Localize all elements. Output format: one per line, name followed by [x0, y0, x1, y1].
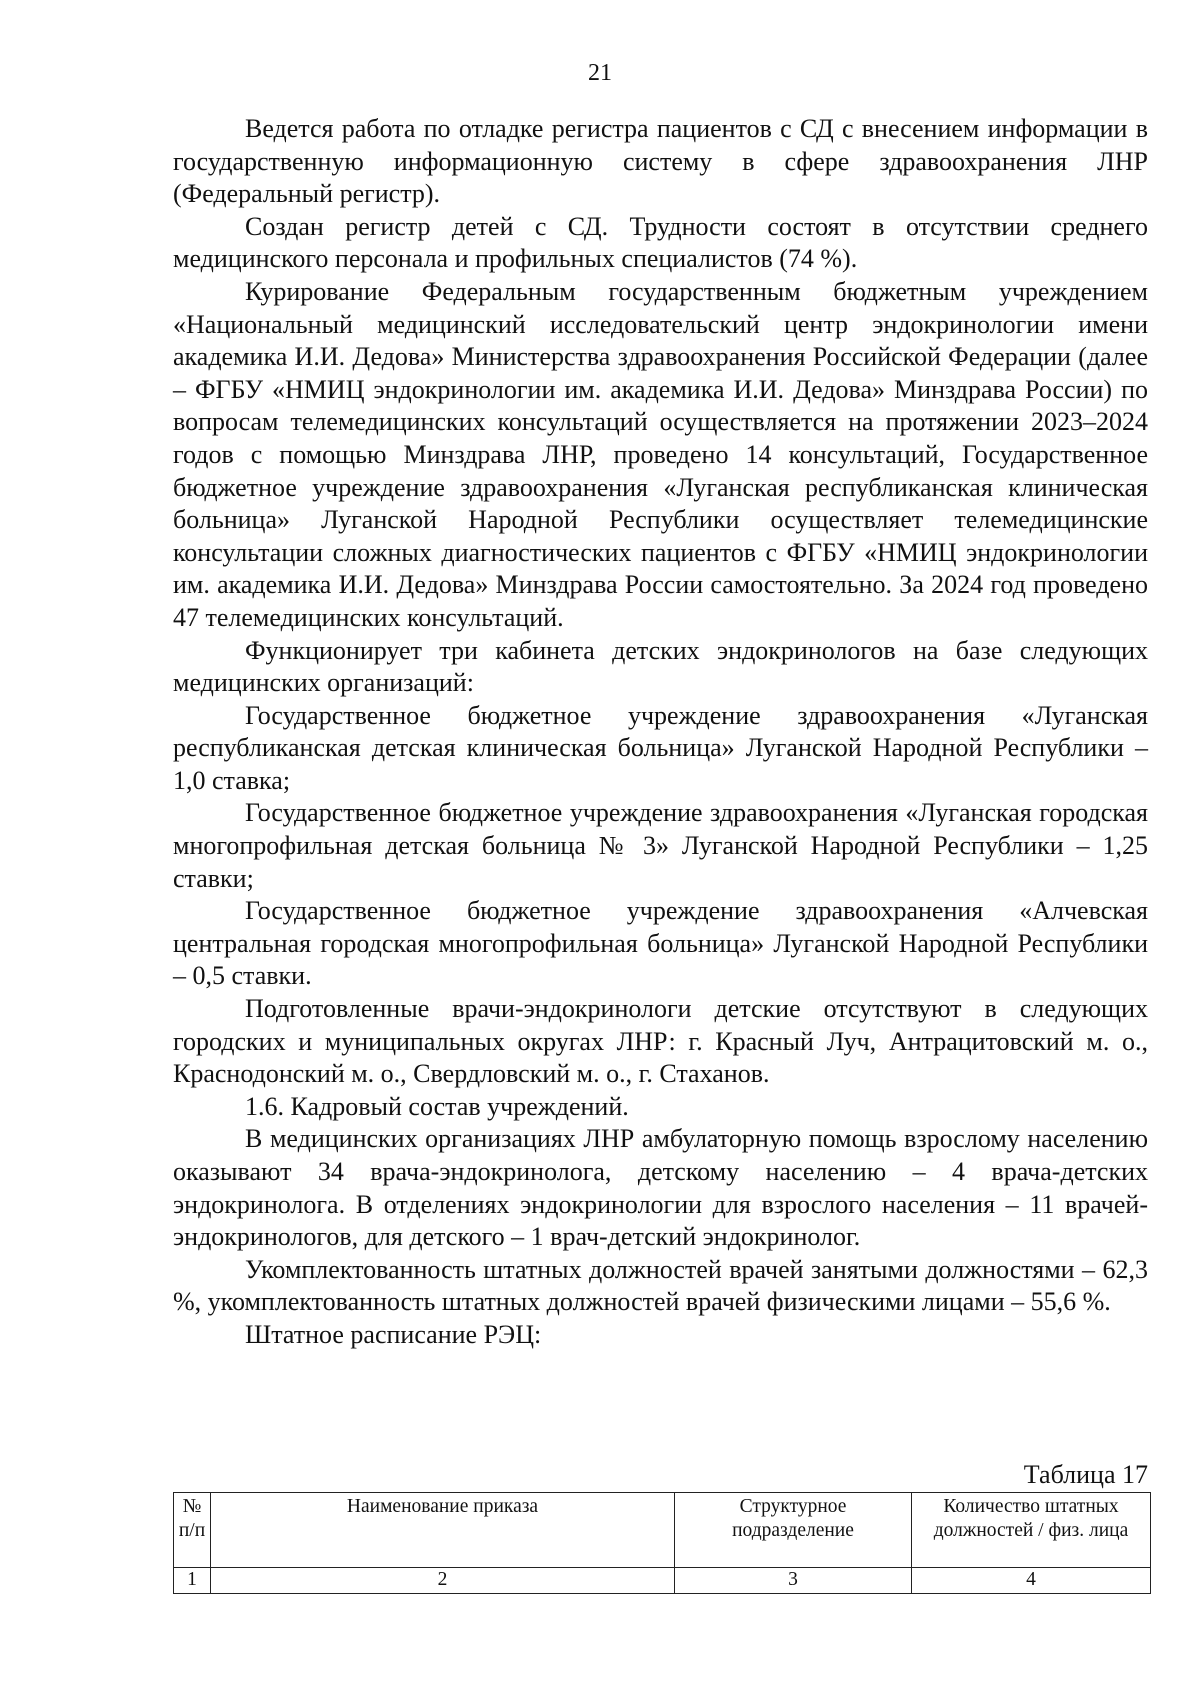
paragraph-office-lugansk-city: Государственное бюджетное учреждение здравоохранения «Луганская городская многопрофильная детская больница № 3» Луганской Народной Республики – 1,25 ставки; — [173, 798, 1148, 893]
paragraph-children-register: Создан регистр детей с СД. Трудности состоят в отсутствии среднего медицинского персонала и профильных специалистов (74 %). — [173, 211, 1148, 274]
body-text — [173, 113, 1148, 1352]
header-number: № п/п — [174, 1493, 211, 1568]
table-cell: 1 — [174, 1568, 211, 1594]
paragraph-staff-count: В медицинских организациях ЛНР амбулаторную помощь взрослому населению оказывают 34 врача-эндокринолога, детскому населению – 4 врача-детских эндокринолога. В отделениях эндокринологии для взрослого населения – 11 врачей-эндокринологов, для детского – 1 врач-детский эндокринолог. — [173, 1124, 1148, 1252]
table-caption: Таблица 17 — [1023, 1460, 1148, 1489]
paragraph-endocrinology-offices: Функционирует три кабинета детских эндокринологов на базе следующих медицинских организаций: — [173, 635, 1148, 698]
paragraph-office-alchevsk: Государственное бюджетное учреждение здравоохранения «Алчевская центральная городская многопрофильная больница» Луганской Народной Республики – 0,5 ставки. — [173, 896, 1148, 991]
table-cell: 2 — [211, 1568, 675, 1594]
page-number: 21 — [588, 60, 612, 86]
header-staff-count: Количество штатных должностей / физ. лица — [912, 1493, 1151, 1568]
header-structural-unit: Структурное подразделение — [675, 1493, 912, 1568]
paragraph-missing-specialists: Подготовленные врачи-эндокринологи детские отсутствуют в следующих городских и муниципальных округах ЛНР: г. Красный Луч, Антрацитовский м. о., Краснодонский м. о., Свердловский м. о., г. Стаханов. — [173, 994, 1148, 1089]
table-header-row — [174, 1493, 1151, 1568]
paragraph-register-debugging: Ведется работа по отладке регистра пациентов с СД с внесением информации в государственную информационную систему в сфере здравоохранения ЛНР (Федеральный регистр). — [173, 114, 1148, 209]
header-order-name: Наименование приказа — [211, 1493, 675, 1568]
table-row — [174, 1568, 1151, 1594]
paragraph-staffing-level: Укомплектованность штатных должностей врачей занятыми должностями – 62,3 %, укомплектованность штатных должностей врачей физическими лицами – 55,6 %. — [173, 1254, 1148, 1317]
section-heading: 1.6. Кадровый состав учреждений. — [245, 1091, 629, 1121]
table-cell: 4 — [912, 1568, 1151, 1594]
paragraph-office-lugansk-republican: Государственное бюджетное учреждение здравоохранения «Луганская республиканская детская клиническая больница» Луганской Народной Республики – 1,0 ставка; — [173, 700, 1148, 795]
paragraph-staff-schedule-intro: Штатное расписание РЭЦ: — [245, 1319, 542, 1349]
staff-schedule-table — [173, 1492, 1151, 1594]
paragraph-telemedicine: Курирование Федеральным государственным бюджетным учреждением «Национальный медицинский исследовательский центр эндокринологии имени академика И.И. Дедова» Министерства здравоохранения Российской Федерации (далее – ФГБУ «НМИЦ эндокринологии им. академика И.И. Дедова» Минздрава России) по вопросам телемедицинских консультаций осуществляется на протяжении 2023–2024 годов с помощью Минздрава ЛНР, проведено 14 консультаций, Государственное бюджетное учреждение здравоохранения «Луганская республиканская клиническая больница» Луганской Народной Республики осуществляет телемедицинские консультации сложных диагностических пациентов с ФГБУ «НМИЦ эндокринологии им. академика И.И. Дедова» Минздрава России самостоятельно. За 2024 год проведено 47 телемедицинских консультаций. — [173, 276, 1148, 632]
table-cell: 3 — [675, 1568, 912, 1594]
